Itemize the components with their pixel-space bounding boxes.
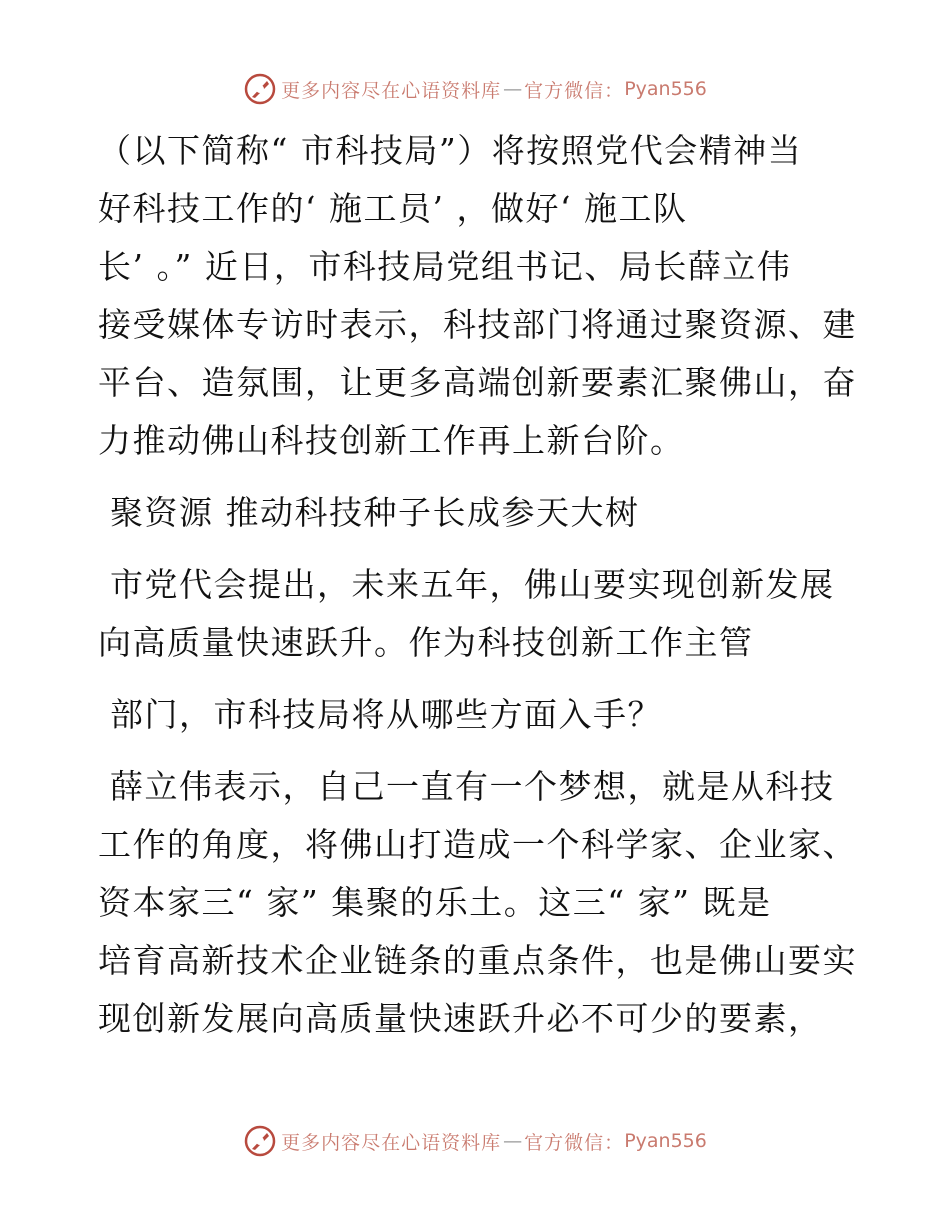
text-line: 市党代会提出，未来五年，佛山要实现创新发展	[98, 565, 835, 604]
text-line: （以下简称“ 市科技局”）将按照党代会精神当	[98, 131, 803, 170]
watermark-separator: —	[503, 1130, 523, 1152]
text-line: 资本家三“ 家” 集聚的乐土。这三“ 家” 既是	[98, 883, 772, 922]
watermark-account: Pyan556	[624, 78, 707, 100]
text-line: 向高质量快速跃升。作为科技创新工作主管	[98, 623, 754, 662]
text-line: 培育高新技术企业链条的重点条件，也是佛山要实	[98, 941, 857, 980]
paragraph-plan	[98, 556, 858, 672]
text-line: 接受媒体专访时表示，科技部门将通过聚资源、建	[98, 305, 857, 344]
text-line: 薛立伟表示，自己一直有一个梦想，就是从科技	[98, 767, 835, 806]
watermark-text: 更多内容尽在心语资料库	[281, 1131, 502, 1154]
text-line: 长’ 。” 近日，市科技局党组书记、局长薛立伟	[98, 247, 792, 286]
watermark-suffix: 官方微信：	[524, 1131, 625, 1154]
header-watermark	[0, 72, 950, 106]
paragraph-intro	[98, 122, 858, 470]
paragraph-question	[98, 686, 858, 744]
footer-watermark	[0, 1124, 950, 1158]
text-line: 现创新发展向高质量快速跃升必不可少的要素，	[98, 999, 823, 1038]
quill-logo-icon	[243, 72, 277, 106]
quill-logo-icon	[243, 1124, 277, 1158]
text-line: 部门，市科技局将从哪些方面入手？	[98, 695, 662, 734]
watermark-account: Pyan556	[624, 1130, 707, 1152]
text-line: 力推动佛山科技创新工作再上新台阶。	[98, 421, 685, 460]
watermark-separator: —	[503, 78, 523, 100]
watermark-text: 更多内容尽在心语资料库	[281, 79, 502, 102]
text-line: 平台、造氛围，让更多高端创新要素汇聚佛山，奋	[98, 363, 857, 402]
watermark-suffix: 官方微信：	[524, 79, 625, 102]
paragraph-answer	[98, 758, 858, 1048]
text-line: 工作的角度，将佛山打造成一个科学家、企业家、	[98, 825, 857, 864]
text-line: 好科技工作的‘ 施工员’ ，做好‘ 施工队	[98, 189, 688, 228]
document-body	[98, 122, 858, 1048]
section-heading: 聚资源 推动科技种子长成参天大树	[98, 493, 640, 532]
